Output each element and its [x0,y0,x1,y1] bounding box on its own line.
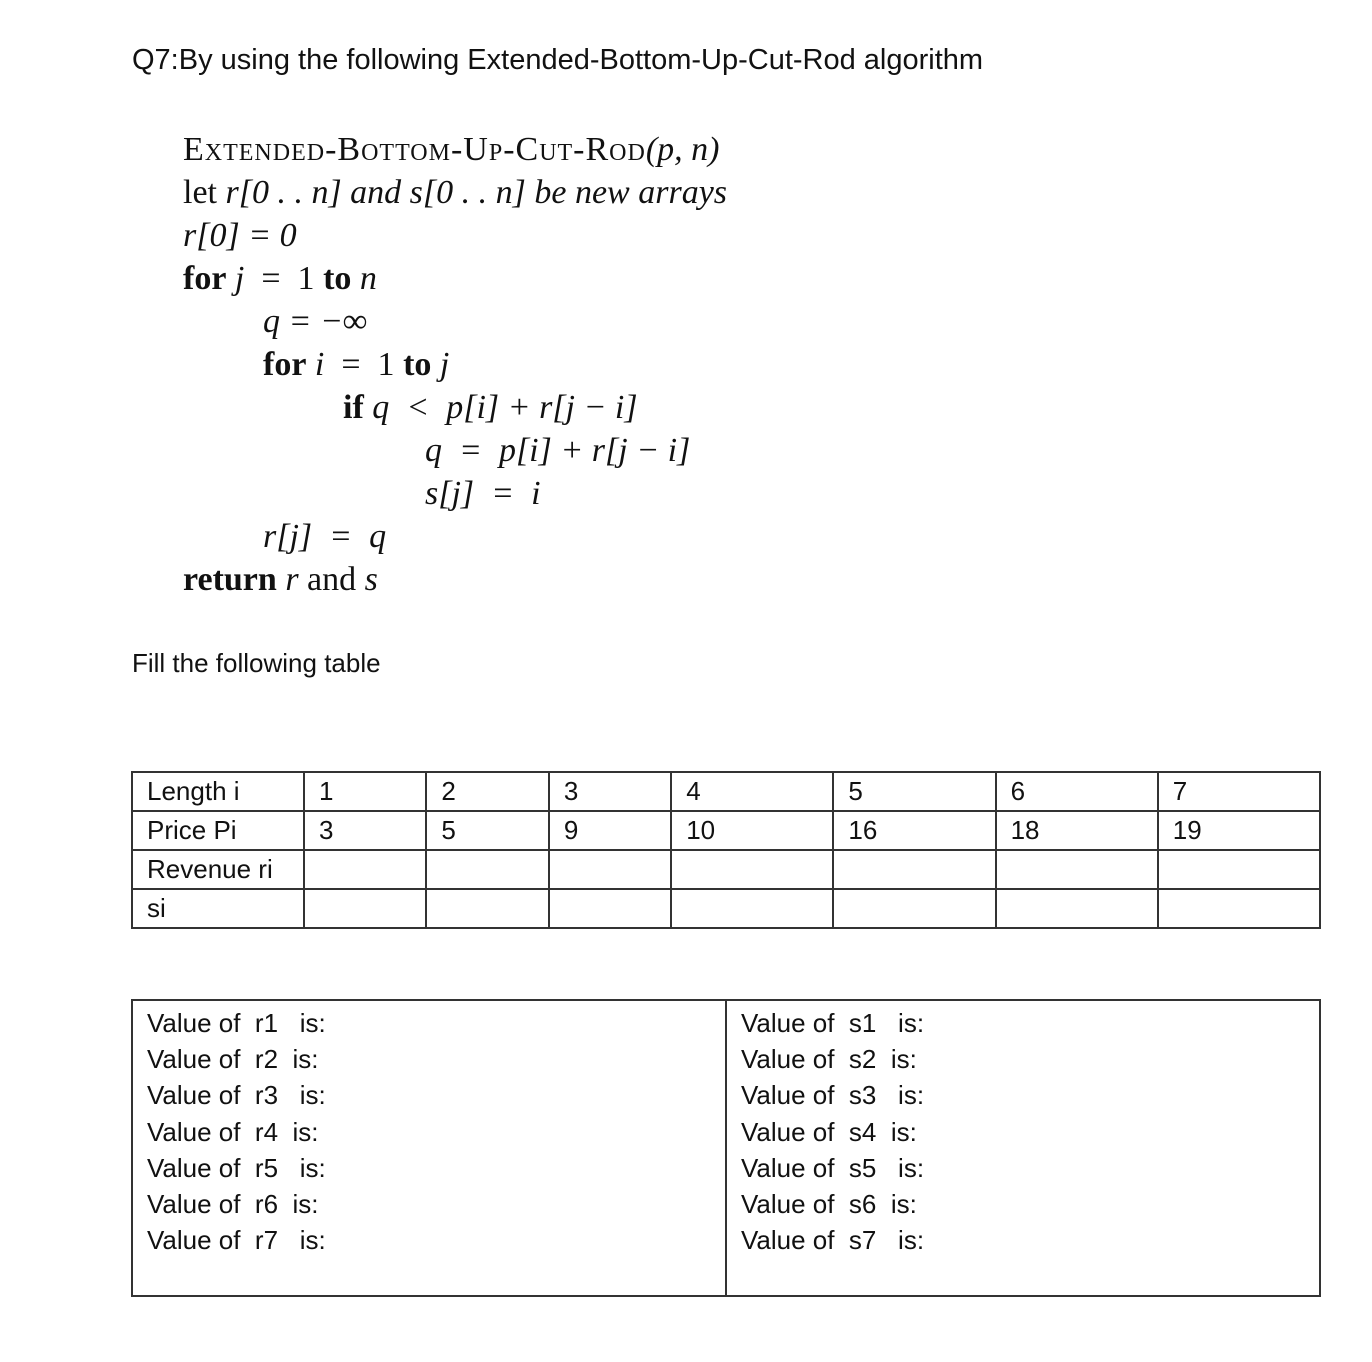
table-row [132,889,1320,928]
table-cell: 18 [996,811,1158,850]
code-text: = 1 [324,346,404,383]
row-label: Revenue ri [132,850,304,889]
value-s3-line: Value of s3 is: [741,1080,925,1111]
table-cell[interactable] [304,850,426,889]
value-r5-line: Value of r5 is: [147,1152,326,1183]
table-cell[interactable] [1158,850,1320,889]
keyword-for: for [263,346,307,383]
table-cell: 16 [833,811,995,850]
table-cell: 4 [671,772,833,811]
table-cell[interactable] [833,850,995,889]
keyword-to: to [323,260,352,297]
table-cell: 7 [1158,772,1320,811]
keyword-return: return [183,561,277,598]
value-s2-line: Value of s2 is: [741,1044,917,1075]
row-label: Length i [132,772,304,811]
value-r1-line: Value of r1 is: [147,1008,326,1038]
value-s5-line: Value of s5 is: [741,1152,925,1183]
table-cell[interactable] [996,889,1158,928]
value-s6-line: Value of s6 is: [741,1188,917,1219]
loop-end: j [439,346,450,383]
loop-end: n [359,260,377,297]
table-cell: 19 [1158,811,1320,850]
value-r6-line: Value of r6 is: [147,1188,319,1219]
question-text: Q7:By using the following Extended-Bottom-Up-Cut-Rod algorithm [132,44,984,76]
values-answer-table [131,999,1321,1297]
code-text: r [285,561,299,598]
code-text: q < p[i] + r[j − i] [372,389,638,426]
value-r4-line: Value of r4 is: [147,1116,319,1147]
table-cell[interactable] [671,889,833,928]
table-row [132,811,1320,850]
table-cell[interactable] [426,850,548,889]
keyword-if: if [343,389,364,426]
table-cell[interactable] [996,850,1158,889]
code-line-9: r[j] = q [263,518,387,555]
table-cell: 1 [304,772,426,811]
table-cell: 9 [549,811,671,850]
algorithm-name: Extended-Bottom-Up-Cut-Rod [183,131,646,168]
code-text: = 1 [244,260,324,297]
value-r2-line: Value of r2 is: [147,1044,319,1075]
code-line-5 [183,343,727,386]
table-cell[interactable] [833,889,995,928]
table-cell: 5 [426,811,548,850]
r-values-cell[interactable] [132,1000,726,1296]
code-line-7: q = p[i] + r[j − i] [425,432,691,469]
code-text: r[0 . . n] and s[0 . . n] be new arrays [225,174,728,211]
table-cell[interactable] [549,850,671,889]
keyword-for: for [183,260,227,297]
value-r3-line: Value of r3 is: [147,1080,326,1111]
table-cell[interactable] [426,889,548,928]
keyword-to: to [403,346,432,383]
s-values-cell[interactable] [726,1000,1320,1296]
loop-var: j [234,260,245,297]
table-cell: 3 [549,772,671,811]
values-row [132,1000,1320,1296]
algorithm-params: (p, n) [645,131,720,168]
keyword-let: let [183,174,217,211]
code-line-2: r[0] = 0 [183,217,297,254]
code-line-3 [183,257,727,300]
code-text: s [364,561,378,598]
table-cell[interactable] [1158,889,1320,928]
table-cell[interactable] [671,850,833,889]
table-cell: 6 [996,772,1158,811]
fill-table-instruction: Fill the following table [132,648,381,678]
value-r7-line: Value of r7 is: [147,1225,326,1256]
table-cell: 5 [833,772,995,811]
table-cell[interactable] [304,889,426,928]
table-cell: 3 [304,811,426,850]
value-s1-line: Value of s1 is: [741,1008,925,1038]
code-text: and [307,561,357,598]
table-cell: 10 [671,811,833,850]
table-cell[interactable] [549,889,671,928]
table-row [132,772,1320,811]
code-line-1 [183,171,727,214]
algorithm-header [183,128,727,171]
loop-var: i [314,346,325,383]
code-line-10 [183,558,727,601]
code-line-8: s[j] = i [425,475,541,512]
value-s4-line: Value of s4 is: [741,1116,917,1147]
row-label: Price Pi [132,811,304,850]
rod-price-table [131,771,1321,929]
code-line-4: q = −∞ [263,303,368,340]
row-label: si [132,889,304,928]
algorithm-pseudocode [183,128,727,601]
table-cell: 2 [426,772,548,811]
table-row [132,850,1320,889]
value-s7-line: Value of s7 is: [741,1225,925,1256]
code-line-6 [183,386,727,429]
